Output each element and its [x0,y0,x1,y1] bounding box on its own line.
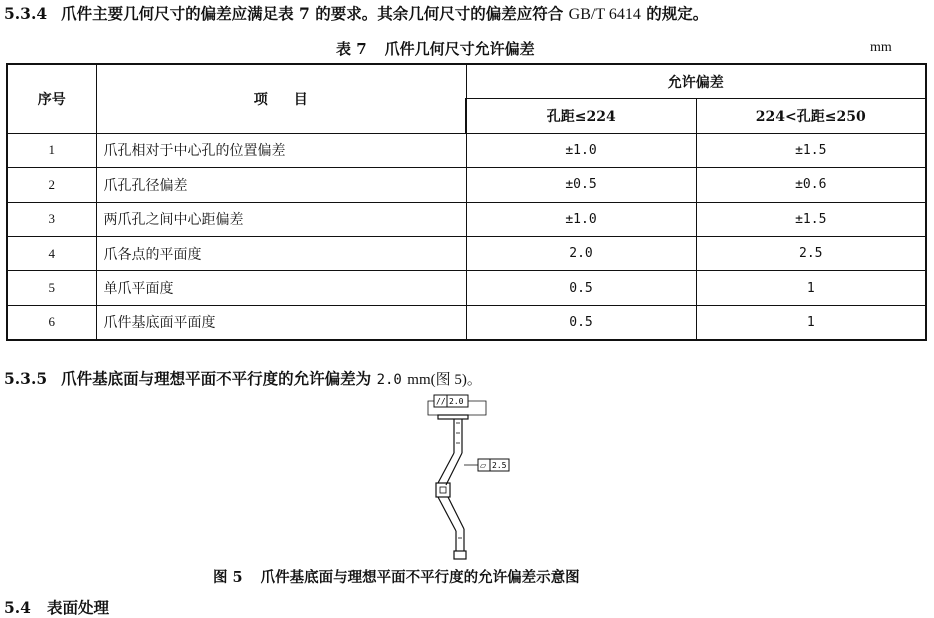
header-index: 序号 [7,64,96,133]
header-col-a: 孔距≤224 [466,99,696,133]
table-row [7,305,926,340]
section-5-3-4-paragraph [4,2,708,24]
table-row [7,168,926,202]
row-item: 爪各点的平面度 [96,236,466,270]
table-row [7,202,926,236]
figure-caption-text: 爪件基底面与理想平面不平行度的允许偏差示意图 [260,569,580,586]
row-item: 爪孔孔径偏差 [96,168,466,202]
row-item: 单爪平面度 [96,271,466,305]
paragraph-unit-ref: mm(图 5)。 [407,372,482,388]
flatness-symbol: ⏥ [480,461,487,470]
row-item: 爪孔相对于中心孔的位置偏差 [96,133,466,167]
table-title-text: 爪件几何尺寸允许偏差 [384,40,535,58]
tolerance-table [6,63,927,341]
parallelism-value: 2.0 [449,397,464,406]
row-index: 5 [7,271,96,305]
figure-caption [213,566,580,587]
parallelism-frame [434,395,468,407]
row-index: 3 [7,202,96,236]
paragraph-text: 爪件基底面与理想平面不平行度的允许偏差为 [61,369,372,388]
section-number: 5.3.5 [4,369,48,388]
parallelism-symbol: // [436,397,446,406]
table-title [336,38,535,59]
section-number: 5.4 [4,598,31,617]
row-index: 4 [7,236,96,270]
table-row [7,133,926,167]
row-item: 爪件基底面平面度 [96,305,466,340]
standard-reference: GB/T 6414 [568,6,641,23]
row-index: 6 [7,305,96,340]
section-title: 表面处理 [46,598,109,617]
paragraph-text: 爪件主要几何尺寸的偏差应满足表 7 的要求。其余几何尺寸的偏差应符合 [61,4,564,23]
row-value-b: ±0.6 [696,168,926,202]
row-value-b: 2.5 [696,236,926,270]
row-item: 两爪孔之间中心距偏差 [96,202,466,236]
table-row [7,236,926,270]
section-number: 5.3.4 [4,4,48,23]
header-col-b: 224<孔距≤250 [696,99,926,133]
tolerance-value: 2.0 [376,372,402,388]
row-value-a: ±1.0 [466,133,696,167]
flatness-frame [464,459,509,471]
table-unit: mm [870,40,892,55]
row-value-b: ±1.5 [696,133,926,167]
flatness-value: 2.5 [492,461,507,470]
row-index: 1 [7,133,96,167]
row-value-b: 1 [696,305,926,340]
table-number: 表 7 [336,40,367,58]
row-value-a: ±0.5 [466,168,696,202]
figure-number: 图 5 [213,569,243,586]
row-value-b: ±1.5 [696,202,926,236]
section-5-3-5-paragraph [4,367,482,389]
row-value-b: 1 [696,271,926,305]
claw-part-drawing [420,393,520,563]
row-value-a: ±1.0 [466,202,696,236]
section-5-4-heading [4,596,109,618]
table-row [7,271,926,305]
row-value-a: 0.5 [466,271,696,305]
paragraph-text-end: 的规定。 [646,4,709,23]
row-value-a: 2.0 [466,236,696,270]
header-tolerance: 允许偏差 [466,64,926,99]
row-value-a: 0.5 [466,305,696,340]
header-item: 项目 [96,64,466,133]
row-index: 2 [7,168,96,202]
